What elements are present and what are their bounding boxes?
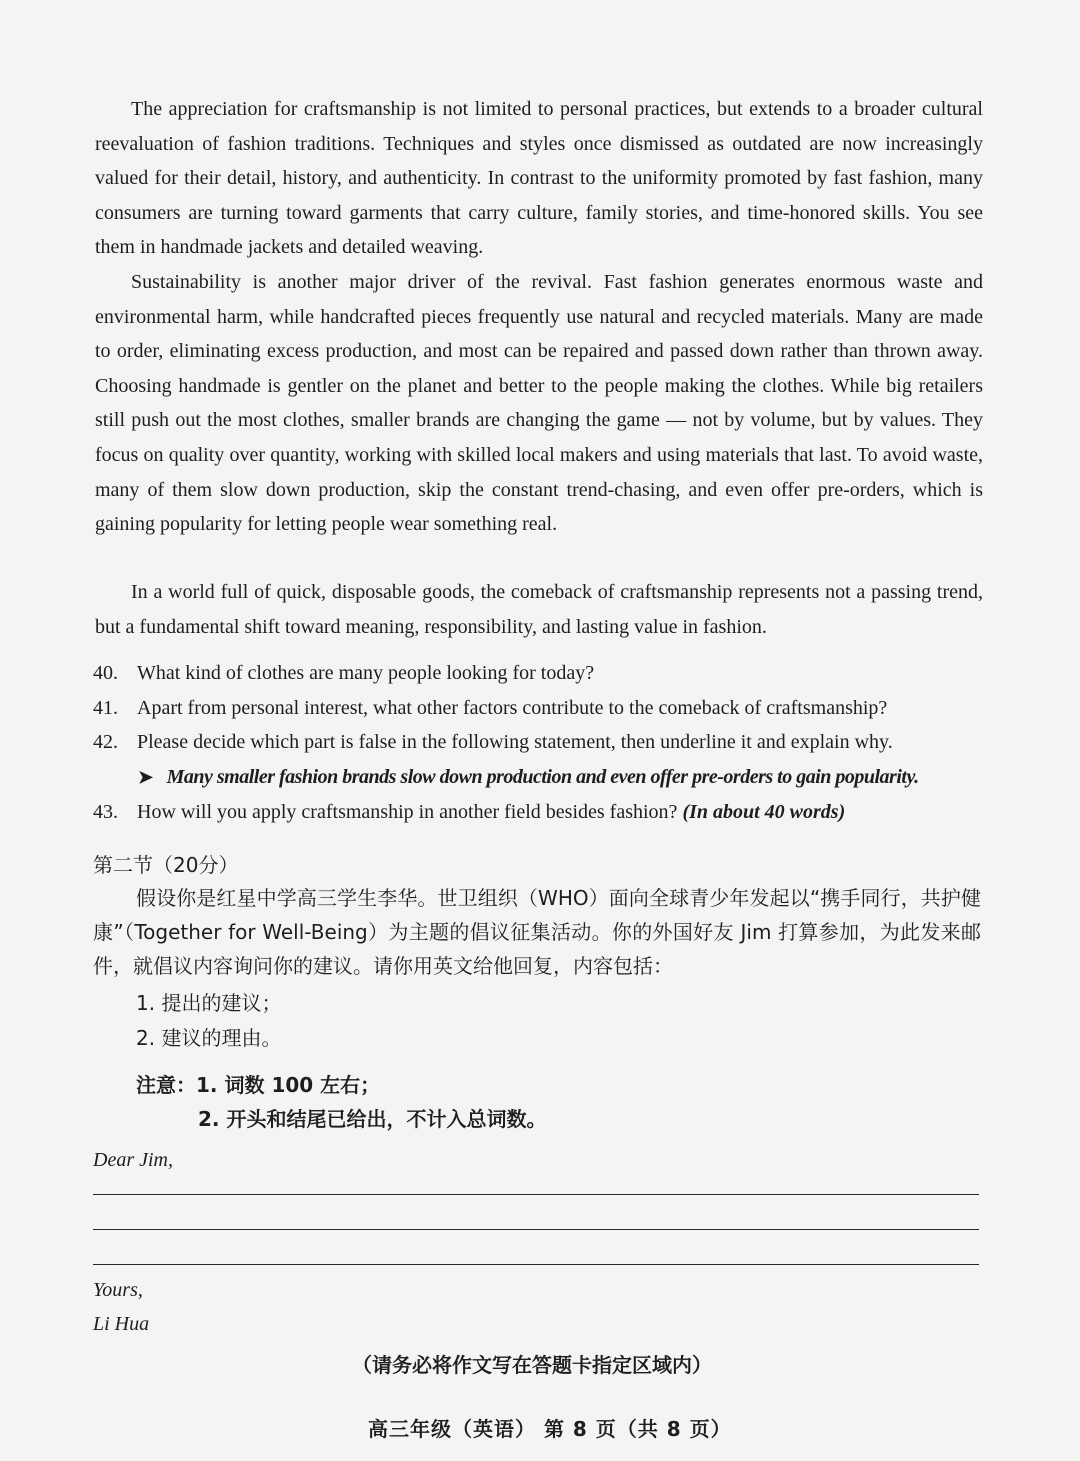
question-41 bbox=[93, 693, 993, 723]
statement-text: Many smaller fashion brands slow down production and even offer pre-orders to gain popularity. bbox=[166, 766, 919, 788]
letter-signature: Li Hua bbox=[93, 1313, 150, 1335]
requirement-2: 2. 建议的理由。 bbox=[136, 1026, 282, 1050]
letter-greeting: Dear Jim, bbox=[93, 1149, 173, 1171]
answer-sheet-reminder: （请务必将作文写在答题卡指定区域内） bbox=[352, 1353, 712, 1377]
question-40 bbox=[93, 658, 993, 688]
question-text: Apart from personal interest, what other factors contribute to the comeback of craftsmanship? bbox=[137, 697, 888, 719]
answer-line bbox=[93, 1229, 979, 1230]
word-count-note: (In about 40 words) bbox=[682, 801, 846, 823]
section-heading: 第二节（20分） bbox=[93, 853, 239, 877]
question-number: 43. bbox=[93, 801, 118, 823]
question-number: 41. bbox=[93, 697, 118, 719]
question-number: 42. bbox=[93, 731, 118, 753]
question-42 bbox=[93, 727, 993, 757]
answer-line bbox=[93, 1264, 979, 1265]
letter-closing: Yours, bbox=[93, 1279, 143, 1301]
arrow-bullet-icon: ➤ bbox=[138, 767, 153, 787]
reading-paragraph-3: In a world full of quick, disposable goods, the comeback of craftsmanship represents not a passing trend, but a fundamental shift toward meaning, responsibility, and lasting value in fashion. bbox=[95, 581, 983, 638]
reading-paragraph-2: Sustainability is another major driver of the revival. Fast fashion generates enormous waste and environmental harm, while handcrafted pieces frequently use natural and recycled materials. Many are made to order, eliminating excess production, and most can be repaired and passed down rather than thrown away. Choosing handmade is gentler on the planet and better to the people making the clothes. While big retailers still push out the most clothes, smaller brands are changing the game — not by volume, but by values. They focus on quality over quantity, working with skilled local makers and using materials that last. To avoid waste, many of them slow down production, skip the constant trend-chasing, and even offer pre-orders, which is gaining popularity for letting people wear something real. bbox=[95, 271, 983, 536]
question-text: How will you apply craftsmanship in another field besides fashion? bbox=[137, 801, 678, 823]
page-footer: 高三年级（英语） 第 8 页（共 8 页） bbox=[368, 1417, 732, 1441]
question-number: 40. bbox=[93, 662, 118, 684]
requirement-1: 1. 提出的建议； bbox=[136, 991, 282, 1015]
statement bbox=[138, 762, 1038, 792]
reading-paragraph-1: The appreciation for craftsmanship is not limited to personal practices, but extends to a broader cultural reevaluation of fashion traditions. Techniques and styles once dismissed as outdated are now increasingly valued for their detail, history, and authenticity. In contrast to the uniformity promoted by fast fashion, many consumers are turning toward garments that carry culture, family stories, and time-honored skills. You see them in handmade jackets and detailed weaving. bbox=[95, 98, 983, 259]
note-2: 2. 开头和结尾已给出，不计入总词数。 bbox=[198, 1107, 547, 1131]
question-text: Please decide which part is false in the following statement, then underline it and explain why. bbox=[137, 731, 893, 753]
answer-line bbox=[93, 1194, 979, 1195]
question-text: What kind of clothes are many people looking for today? bbox=[137, 662, 595, 684]
note-1: 注意：1. 词数 100 左右； bbox=[136, 1073, 381, 1097]
question-43 bbox=[93, 797, 993, 827]
writing-task: 假设你是红星中学高三学生李华。世卫组织（WHO）面向全球青少年发起以“携手同行，共护健康”（Together for Well-Being）为主题的倡议征集活动。你的外国好友 Jim 打算参加，为此发来邮件，就倡议内容询问你的建议。请你用英文给他回复，内容包括： bbox=[93, 886, 981, 978]
